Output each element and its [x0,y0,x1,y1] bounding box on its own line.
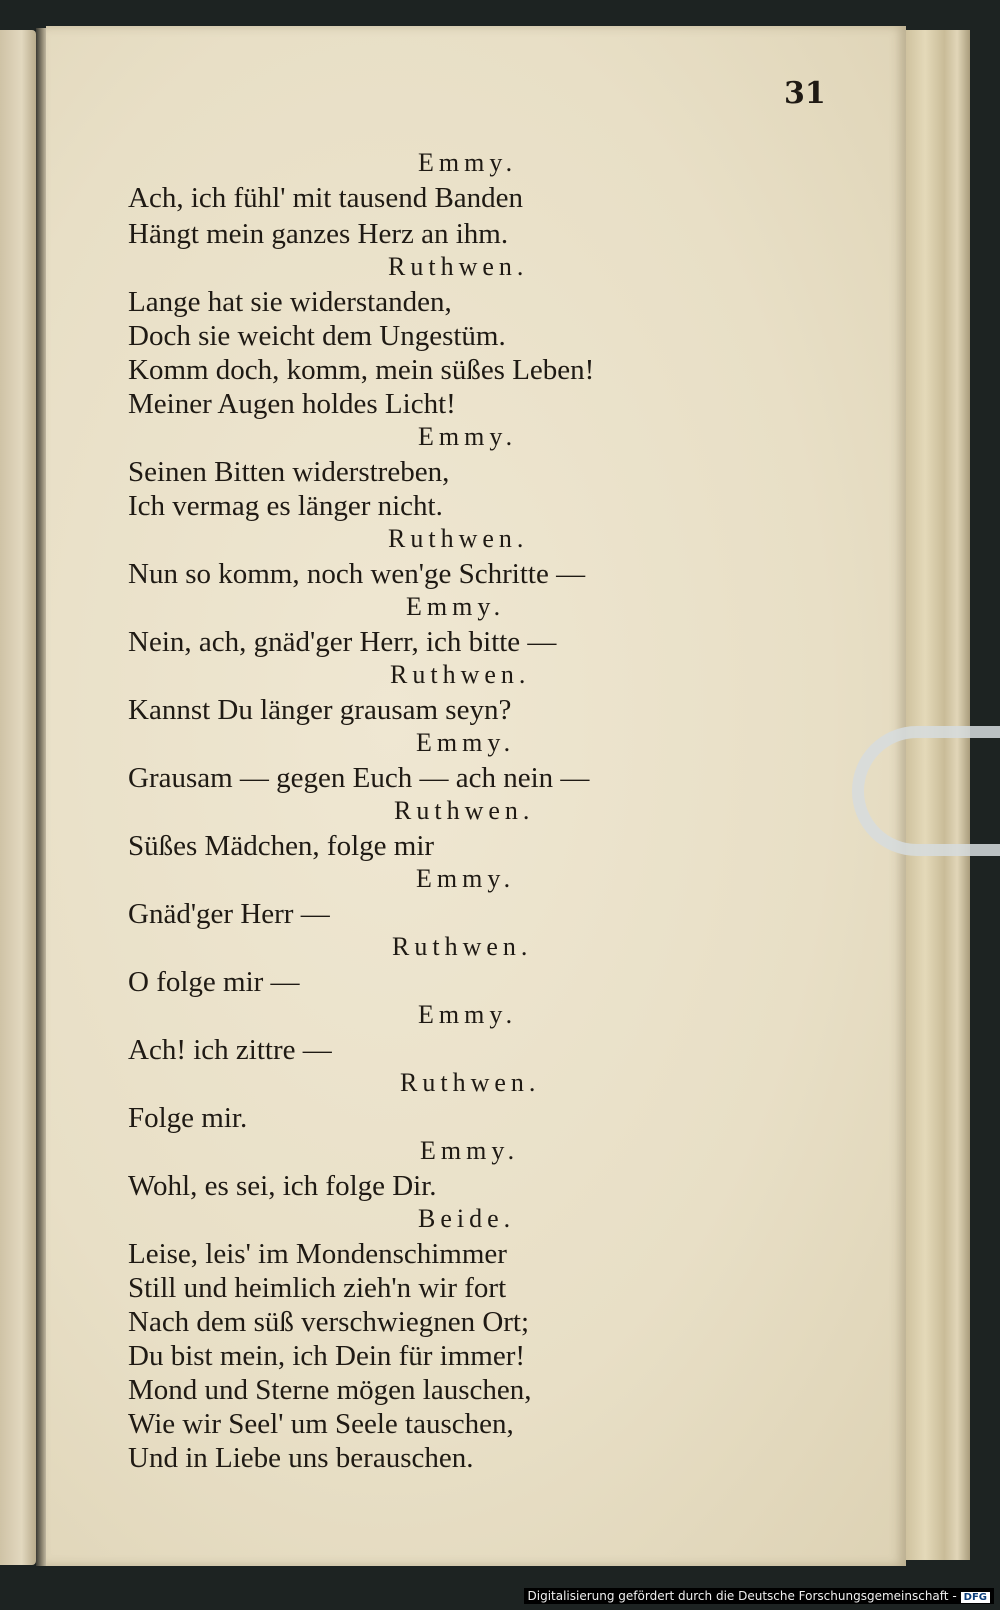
page-number: 31 [784,76,826,111]
speaker-name: Ruthwen. [390,660,531,689]
speaker-name: Emmy. [418,422,518,451]
verse-line: Meiner Augen holdes Licht! [128,388,456,420]
left-page-edge [0,30,36,1565]
verse-line: Nach dem süß verschwiegnen Ort; [128,1306,530,1338]
speaker-name: Emmy. [420,1136,520,1165]
speaker-name: Emmy. [416,864,516,893]
verse-line: Wohl, es sei, ich folge Dir. [128,1170,437,1202]
speaker-name: Ruthwen. [392,932,533,961]
verse-line: Kannst Du länger grausam seyn? [128,694,512,726]
verse-line: Du bist mein, ich Dein für immer! [128,1340,526,1372]
verse-line: O folge mir — [128,966,300,998]
speaker-name: Emmy. [416,728,516,757]
verse-line: Komm doch, komm, mein süßes Leben! [128,354,595,386]
verse-line: Grausam — gegen Euch — ach nein — [128,762,590,794]
verse-line: Still und heimlich zieh'n wir fort [128,1272,507,1304]
paper-clip [852,726,1000,856]
verse-line: Ach, ich fühl' mit tausend Banden [128,182,524,214]
verse-line: Leise, leis' im Mondenschimmer [128,1238,507,1270]
verse-line: Nun so komm, noch wen'ge Schritte — [128,558,586,590]
verse-line: Folge mir. [128,1102,248,1134]
speaker-name: Ruthwen. [400,1068,541,1097]
speaker-name: Ruthwen. [394,796,535,825]
verse-line: Süßes Mädchen, folge mir [128,830,435,862]
speaker-name: Beide. [418,1204,516,1233]
verse-line: Ach! ich zittre — [128,1034,332,1066]
speaker-name: Emmy. [418,148,518,177]
dfg-logo: DFG [961,1592,990,1603]
verse-line: Ich vermag es länger nicht. [128,490,443,522]
speaker-name: Ruthwen. [388,524,529,553]
speaker-name: Emmy. [406,592,506,621]
verse-line: Doch sie weicht dem Ungestüm. [128,320,506,352]
verse-line: Lange hat sie widerstanden, [128,286,452,318]
verse-line: Nein, ach, gnäd'ger Herr, ich bitte — [128,626,557,658]
verse-line: Und in Liebe uns berauschen. [128,1442,474,1474]
verse-line: Gnäd'ger Herr — [128,898,330,930]
verse-line: Wie wir Seel' um Seele tauschen, [128,1408,514,1440]
digitization-credit [524,1588,995,1604]
speaker-name: Emmy. [418,1000,518,1029]
verse-line: Hängt mein ganzes Herz an ihm. [128,218,509,250]
credit-text: Digitalisierung gefördert durch die Deutsche Forschungsgemeinschaft - [527,1589,957,1603]
verse-line: Seinen Bitten widerstreben, [128,456,450,488]
speaker-name: Ruthwen. [388,252,529,281]
verse-line: Mond und Sterne mögen lauschen, [128,1374,532,1406]
